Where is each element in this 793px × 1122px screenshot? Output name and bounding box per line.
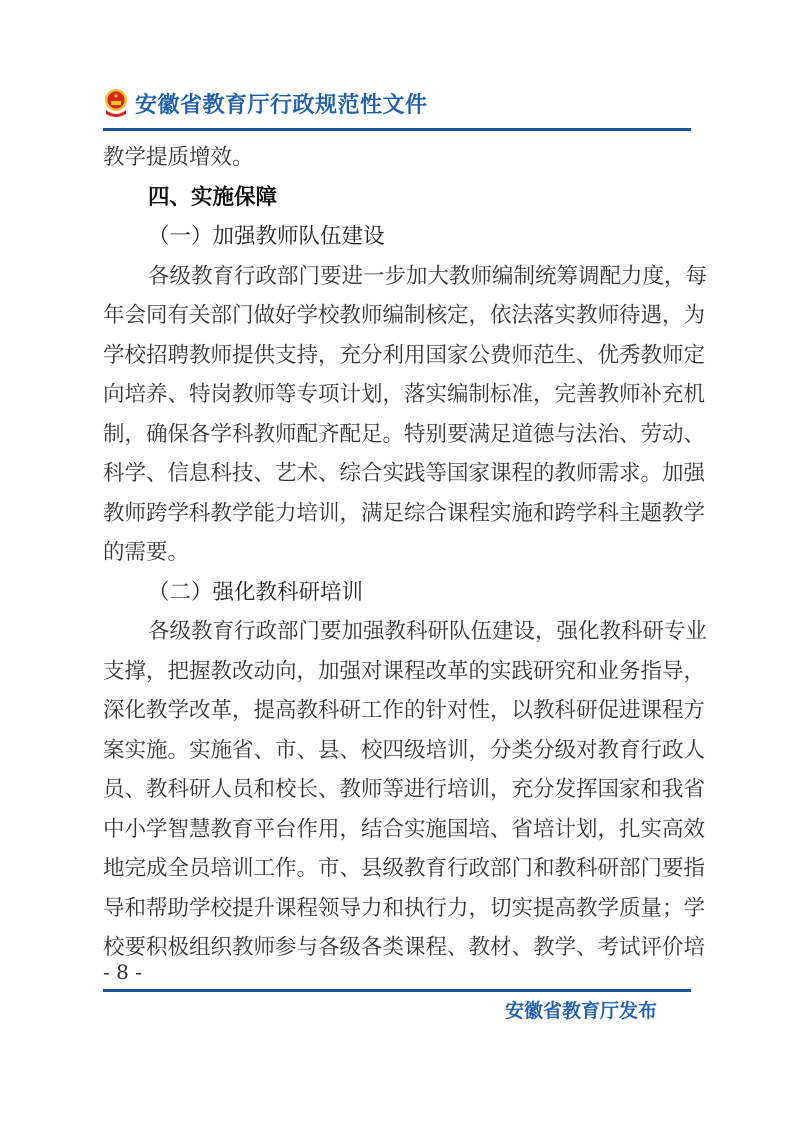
page-number: - 8 -	[103, 960, 142, 984]
text-line: 导和帮助学校提升课程领导力和执行力，切实提高教学质量；学	[103, 895, 706, 921]
subsection-heading: （二）强化教科研培训	[148, 579, 364, 605]
text-line: 支撑，把握教改动向，加强对课程改革的实践研究和业务指导，	[103, 658, 706, 684]
text-line: 科学、信息科技、艺术、综合实践等国家课程的教师需求。加强	[103, 461, 706, 486]
section-heading: 四、实施保障	[148, 184, 278, 210]
header-title: 安徽省教育厅行政规范性文件	[135, 92, 428, 118]
text-line: 向培养、特岗教师等专项计划，落实编制标准，完善教师补充机	[103, 382, 706, 407]
text-line: 深化教学改革，提高教科研工作的针对性，以教科研促进课程方	[103, 698, 706, 723]
text-line: 各级教育行政部门要加强教科研队伍建设，强化教科研专业	[148, 619, 708, 644]
text-line: 员、教科研人员和校长、教师等进行培训，充分发挥国家和我省	[103, 777, 706, 802]
text-line: 校要积极组织教师参与各级各类课程、教材、教学、考试评价培	[103, 935, 706, 960]
subsection-heading: （一）加强教师队伍建设	[148, 224, 385, 249]
text-line: 年会同有关部门做好学校教师编制核定，依法落实教师待遇，为	[103, 303, 706, 328]
text-line: 地完成全员培训工作。市、县级教育行政部门和教科研部门要指	[103, 856, 706, 881]
text-line: 教学提质增效。	[103, 145, 254, 170]
footer-rule	[103, 989, 691, 992]
text-line: 学校招聘教师提供支持，充分利用国家公费师范生、优秀教师定	[103, 342, 706, 368]
text-line: 的需要。	[103, 540, 190, 565]
text-line: 案实施。实施省、市、县、校四级培训，分类分级对教育行政人	[103, 737, 706, 763]
national-emblem-icon	[103, 88, 129, 118]
text-line: 制，确保各学科教师配齐配足。特别要满足道德与法治、劳动、	[103, 421, 706, 447]
document-header	[103, 84, 428, 122]
header-rule	[103, 128, 691, 131]
text-line: 各级教育行政部门要进一步加大教师编制统筹调配力度，每	[148, 263, 708, 289]
text-line: 教师跨学科教学能力培训，满足综合课程实施和跨学科主题教学	[103, 500, 706, 526]
text-line: 中小学智慧教育平台作用，结合实施国培、省培计划，扎实高效	[103, 816, 706, 842]
document-body	[103, 138, 708, 968]
footer-publisher: 安徽省教育厅发布	[505, 1000, 658, 1022]
